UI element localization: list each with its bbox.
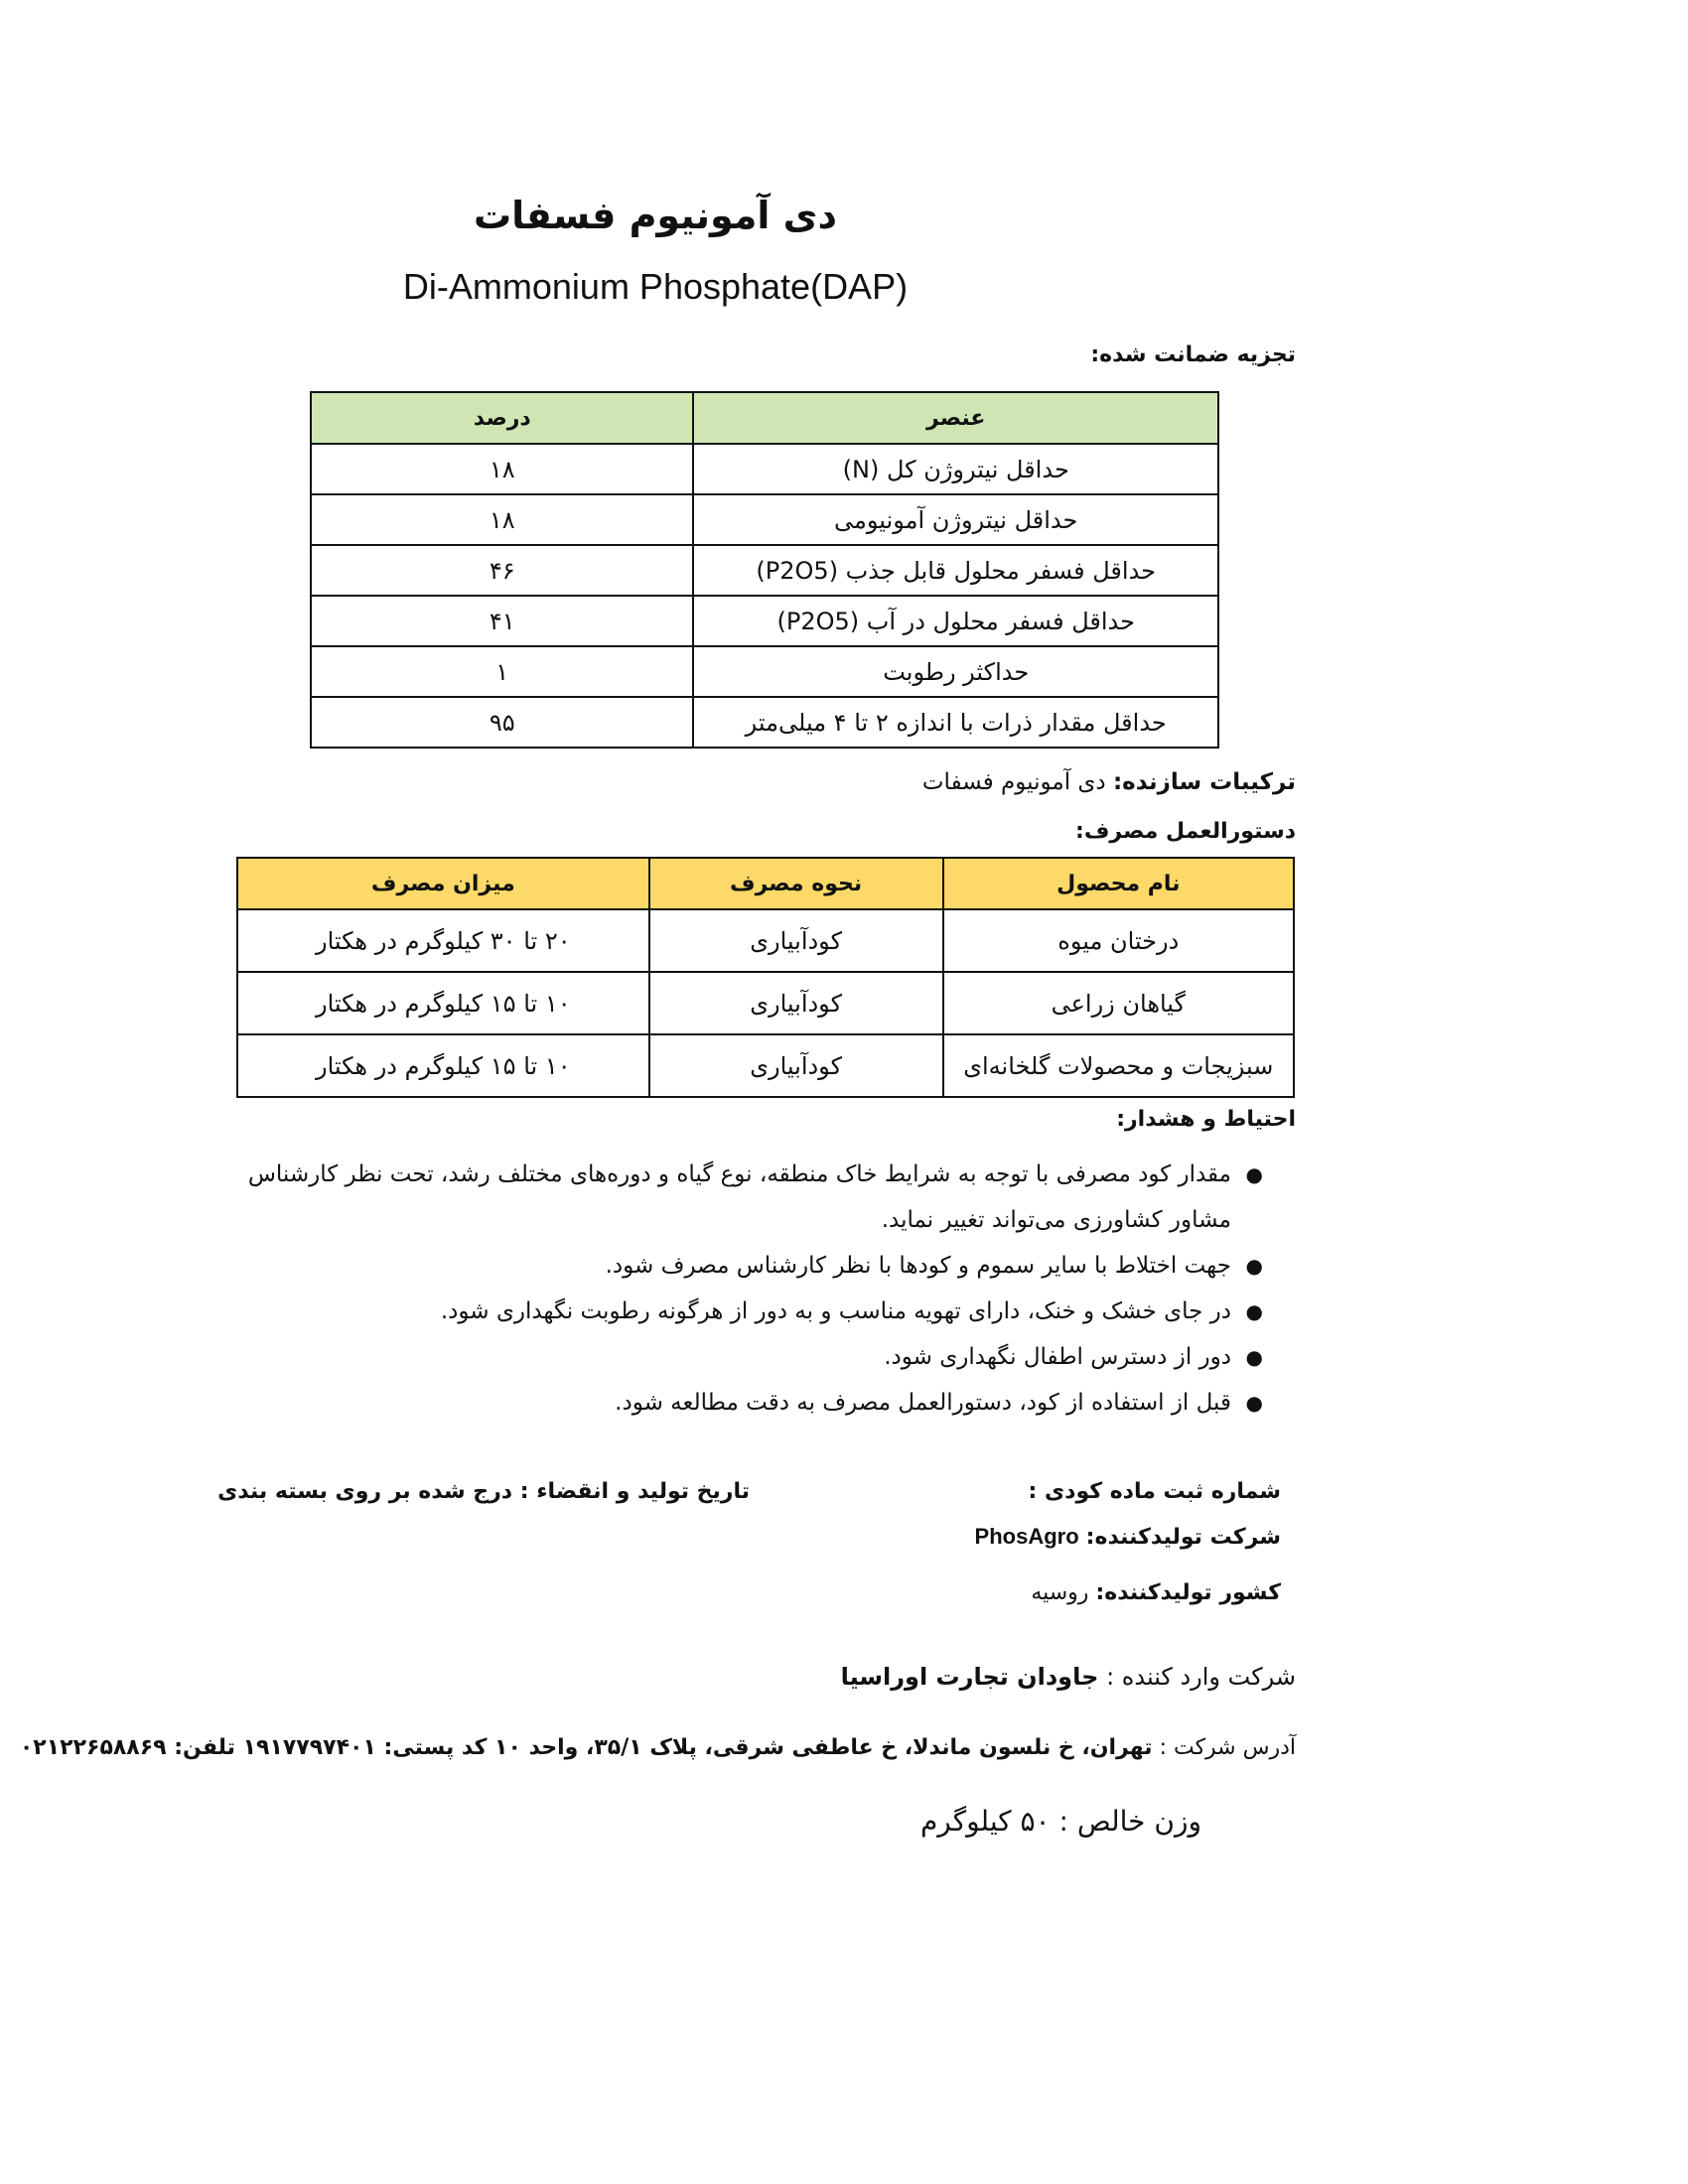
percent-cell: ۱۸ xyxy=(311,494,693,545)
address-value: تهران، خ نلسون ماندلا، خ عاطفی شرقی، پلاک ۳۵/۱، واحد ۱۰ کد پستی: ۱۹۱۷۷۹۷۴۰۱ تلفن: ۰۲۱۲۲۶۵۸۸۶۹ xyxy=(19,1735,1153,1760)
element-cell: حداقل نیتروژن کل (N) xyxy=(693,444,1218,494)
percent-cell: ۴۱ xyxy=(311,596,693,646)
table-row xyxy=(237,909,1294,972)
bullet-icon: ● xyxy=(1245,1345,1263,1369)
precaution-text: جهت اختلاط با سایر سموم و کودها با نظر کارشناس مصرف شود. xyxy=(605,1253,1231,1279)
production-date: تاریخ تولید و انقضاء : درج شده بر روی بسته بندی xyxy=(217,1479,750,1504)
guaranteed-analysis-table xyxy=(310,391,1219,749)
list-item xyxy=(199,1334,1271,1380)
guaranteed-analysis-label: تجزیه ضمانت شده: xyxy=(1090,342,1296,367)
header-percent: درصد xyxy=(311,392,693,444)
percent-cell: ۹۵ xyxy=(311,697,693,748)
amount-cell: ۱۰ تا ۱۵ کیلوگرم در هکتار xyxy=(237,1034,649,1097)
page-title-english: Di-Ammonium Phosphate(DAP) xyxy=(402,266,909,307)
product-cell: سبزیجات و محصولات گلخانه‌ای xyxy=(943,1034,1294,1097)
percent-cell: ۴۶ xyxy=(311,545,693,596)
table-row xyxy=(237,972,1294,1034)
ingredients-line xyxy=(922,769,1296,795)
usage-table xyxy=(236,857,1295,1098)
manufacturer-line xyxy=(975,1524,1281,1550)
bullet-icon: ● xyxy=(1245,1391,1263,1415)
list-item xyxy=(199,1380,1271,1426)
amount-cell: ۱۰ تا ۱۵ کیلوگرم در هکتار xyxy=(237,972,649,1034)
ingredients-label: ترکیبات سازنده: xyxy=(1112,769,1296,795)
precaution-text: مقدار کود مصرفی با توجه به شرایط خاک منطقه، نوع گیاه و دوره‌های مختلف رشد، تحت نظر کارشناس مشاور کشاورزی می‌تواند تغییر نماید. xyxy=(247,1161,1231,1233)
product-cell: درختان میوه xyxy=(943,909,1294,972)
percent-cell: ۱۸ xyxy=(311,444,693,494)
table-header-row xyxy=(237,858,1294,909)
precaution-text: قبل از استفاده از کود، دستورالعمل مصرف به دقت مطالعه شود. xyxy=(615,1390,1231,1416)
element-cell: حداقل فسفر محلول در آب (P2O5) xyxy=(693,596,1218,646)
registration-label: شماره ثبت ماده کودی : xyxy=(1028,1479,1281,1504)
page-title-persian: دی آمونیوم فسفات xyxy=(474,194,837,237)
importer-line xyxy=(841,1663,1296,1691)
header-element: عنصر xyxy=(693,392,1218,444)
importer-label: شرکت وارد کننده : xyxy=(1106,1663,1296,1691)
ingredients-value: دی آمونیوم فسفات xyxy=(921,769,1106,795)
usage-label: دستورالعمل مصرف: xyxy=(1075,819,1296,844)
precaution-text: در جای خشک و خنک، دارای تهویه مناسب و به دور از هرگونه رطوبت نگهداری شود. xyxy=(440,1298,1231,1324)
list-item xyxy=(199,1243,1271,1289)
element-cell: حداقل فسفر محلول قابل جذب (P2O5) xyxy=(693,545,1218,596)
method-cell: کودآبیاری xyxy=(649,909,943,972)
bullet-icon: ● xyxy=(1245,1162,1263,1186)
address-line xyxy=(20,1735,1296,1760)
country-value: روسیه xyxy=(1031,1580,1089,1605)
table-row xyxy=(311,494,1218,545)
product-cell: گیاهان زراعی xyxy=(943,972,1294,1034)
list-item xyxy=(199,1152,1271,1243)
precautions-list xyxy=(199,1152,1271,1426)
element-cell: حداقل نیتروژن آمونیومی xyxy=(693,494,1218,545)
manufacturer-label: شرکت تولیدکننده: xyxy=(1085,1525,1281,1550)
percent-cell: ۱ xyxy=(311,646,693,697)
country-line xyxy=(1031,1580,1281,1605)
manufacturer-value: PhosAgro xyxy=(974,1524,1079,1549)
amount-cell: ۲۰ تا ۳۰ کیلوگرم در هکتار xyxy=(237,909,649,972)
table-row xyxy=(311,444,1218,494)
table-header-row xyxy=(311,392,1218,444)
element-cell: حداکثر رطوبت xyxy=(693,646,1218,697)
table-row xyxy=(237,1034,1294,1097)
country-label: کشور تولیدکننده: xyxy=(1095,1580,1281,1605)
element-cell: حداقل مقدار ذرات با اندازه ۲ تا ۴ میلی‌متر xyxy=(693,697,1218,748)
list-item xyxy=(199,1289,1271,1334)
importer-value: جاودان تجارت اوراسیا xyxy=(840,1663,1099,1691)
header-product: نام محصول xyxy=(943,858,1294,909)
bullet-icon: ● xyxy=(1245,1299,1263,1323)
address-label: آدرس شرکت : xyxy=(1159,1735,1296,1760)
table-row xyxy=(311,545,1218,596)
table-row xyxy=(311,646,1218,697)
table-row xyxy=(311,697,1218,748)
header-method: نحوه مصرف xyxy=(649,858,943,909)
precautions-label: احتیاط و هشدار: xyxy=(1116,1107,1296,1132)
method-cell: کودآبیاری xyxy=(649,972,943,1034)
net-weight: وزن خالص : ۵۰ کیلوگرم xyxy=(919,1805,1201,1838)
bullet-icon: ● xyxy=(1245,1254,1263,1278)
header-amount: میزان مصرف xyxy=(237,858,649,909)
table-row xyxy=(311,596,1218,646)
method-cell: کودآبیاری xyxy=(649,1034,943,1097)
precaution-text: دور از دسترس اطفال نگهداری شود. xyxy=(884,1344,1231,1370)
